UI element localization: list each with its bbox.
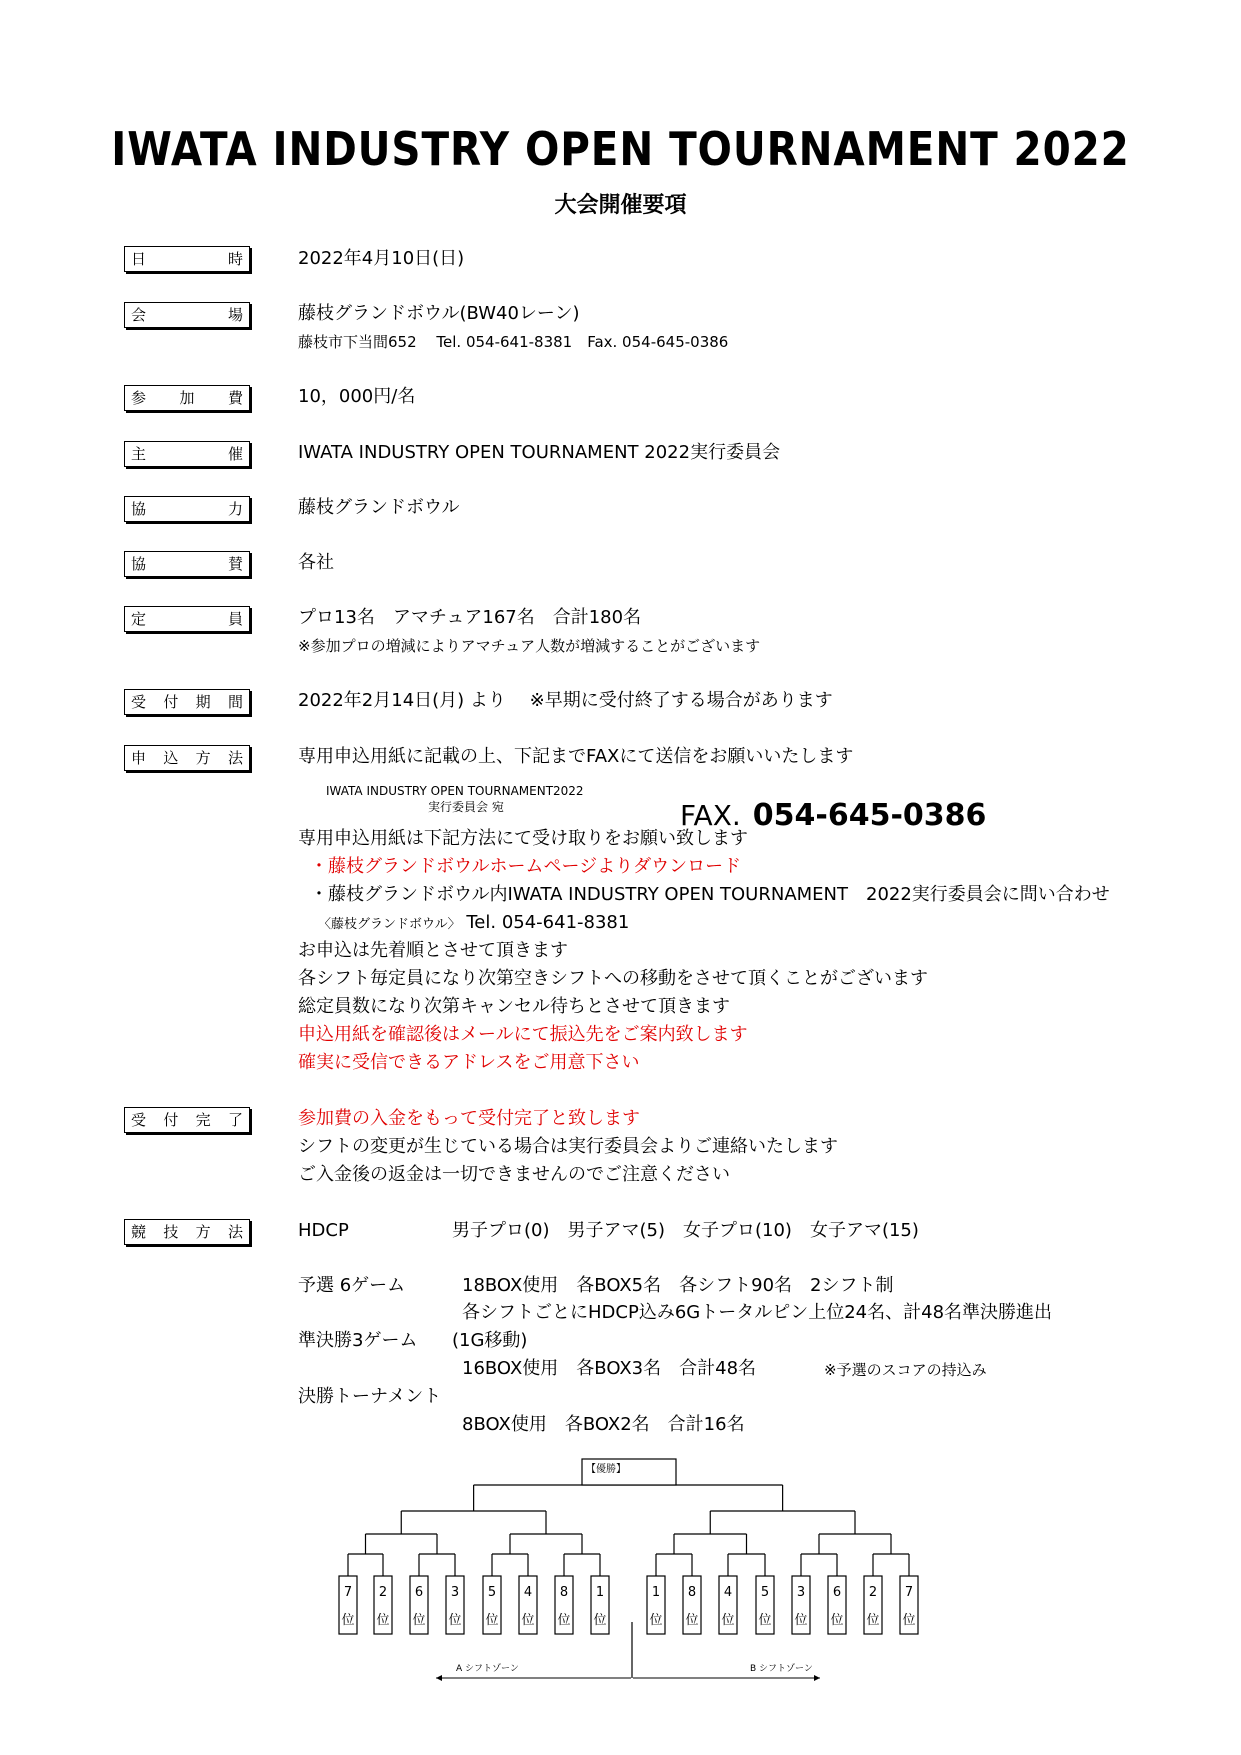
label-apply: 申 込 方 法 [124, 745, 250, 771]
seed-number: 7 [904, 1585, 914, 1600]
seed-rank-suffix: 位 [794, 1613, 808, 1628]
zone-b-label: B シフトゾーン [750, 1664, 813, 1674]
seed-number: 1 [651, 1585, 661, 1600]
semi-label: 準決勝3ゲーム [298, 1330, 418, 1351]
hdcp-value: 男子プロ(0) 男子アマ(5) 女子プロ(10) 女子アマ(15) [452, 1220, 919, 1241]
seed-rank-suffix: 位 [902, 1613, 916, 1628]
label-capacity: 定 員 [124, 606, 250, 632]
fax-number: 054-645-0386 [752, 798, 987, 833]
seed-number: 3 [796, 1585, 806, 1600]
seed-number: 7 [343, 1585, 353, 1600]
complete-line3: ご入金後の返金は一切できませんのでご注意ください [298, 1164, 730, 1185]
apply-line1: 専用申込用紙に記載の上、下記までFAXにて送信をお願いいたします [298, 746, 854, 767]
fax-number-block: FAX. 054-645-0386 [680, 798, 987, 833]
seed-number: 8 [687, 1585, 697, 1600]
seed-number: 6 [414, 1585, 424, 1600]
apply-line2: 専用申込用紙は下記方法にて受け取りをお願い致します [298, 828, 748, 849]
hdcp-label: HDCP [298, 1220, 349, 1241]
seed-number: 5 [487, 1585, 497, 1600]
prelim-value-2: 各シフトごとにHDCP込み6Gトータルピン上位24名、計48名準決勝進出 [462, 1302, 1053, 1323]
venue-address: 藤枝市下当間652 Tel. 054-641-8381 Fax. 054-645-0386 [298, 333, 729, 351]
page-subtitle: 大会開催要項 [554, 193, 687, 218]
seed-rank-suffix: 位 [721, 1613, 735, 1628]
zone-a-label: A シフトゾーン [456, 1664, 519, 1674]
seed-number: 1 [595, 1585, 605, 1600]
prelim-label: 予選 6ゲーム [298, 1275, 406, 1296]
coop-value: 藤枝グランドボウル [298, 497, 460, 518]
seed-number: 5 [760, 1585, 770, 1600]
date-value: 2022年4月10日(日) [298, 248, 465, 269]
winner-label: 【優勝】 [586, 1464, 626, 1475]
venue-value: 藤枝グランドボウル(BW40レーン) [298, 303, 580, 324]
apply-line9: 申込用紙を確認後はメールにて振込先をご案内致します [298, 1024, 748, 1045]
seed-rank-suffix: 位 [485, 1613, 499, 1628]
seed-rank-suffix: 位 [649, 1613, 663, 1628]
apply-line8: 総定員数になり次第キャンセル待ちとさせて頂きます [298, 996, 730, 1017]
capacity-note: ※参加プロの増減によりアマチュア人数が増減することがございます [298, 637, 761, 655]
prelim-value-1: 18BOX使用 各BOX5名 各シフト90名 2シフト制 [462, 1275, 894, 1296]
label-host: 主 催 [124, 441, 250, 467]
seed-rank-suffix: 位 [557, 1613, 571, 1628]
label-sponsor: 協 賛 [124, 551, 250, 577]
sponsor-value: 各社 [298, 552, 334, 573]
apply-line4: ・藤枝グランドボウル内IWATA INDUSTRY OPEN TOURNAMENT 2022実行委員会に問い合わせ [310, 884, 1110, 905]
semi-value: 16BOX使用 各BOX3名 合計48名 [462, 1358, 757, 1379]
apply-line5: 〈藤枝グランドボウル〉 Tel. 054-641-8381 [318, 912, 630, 933]
complete-line1: 参加費の入金をもって受付完了と致します [298, 1108, 640, 1129]
seed-rank-suffix: 位 [758, 1613, 772, 1628]
page-title: IWATA INDUSTRY OPEN TOURNAMENT 2022 [111, 122, 1130, 176]
seed-number: 4 [523, 1585, 533, 1600]
seed-number: 4 [723, 1585, 733, 1600]
period-value: 2022年2月14日(月) より ※早期に受付終了する場合があります [298, 690, 833, 711]
label-date: 日 時 [124, 246, 250, 272]
apply-line7: 各シフト毎定員になり次第空きシフトへの移動をさせて頂くことがございます [298, 968, 928, 989]
final-value: 8BOX使用 各BOX2名 合計16名 [462, 1414, 745, 1435]
seed-rank-suffix: 位 [376, 1613, 390, 1628]
seed-number: 6 [832, 1585, 842, 1600]
label-method: 競 技 方 法 [124, 1219, 250, 1245]
seed-rank-suffix: 位 [593, 1613, 607, 1628]
fee-value: 10，000円/名 [298, 386, 416, 407]
apply-line3: ・藤枝グランドボウルホームページよりダウンロード [310, 856, 742, 877]
seed-rank-suffix: 位 [341, 1613, 355, 1628]
seed-rank-suffix: 位 [521, 1613, 535, 1628]
seed-rank-suffix: 位 [412, 1613, 426, 1628]
seed-number: 8 [559, 1585, 569, 1600]
label-period: 受 付 期 間 [124, 689, 250, 715]
label-complete: 受 付 完 了 [124, 1107, 250, 1133]
apply-line10: 確実に受信できるアドレスをご用意下さい [298, 1052, 640, 1073]
fax-recipient-2: 実行委員会 宛 [428, 800, 504, 814]
semi-note-2: ※予選のスコアの持込み [824, 1361, 987, 1379]
seed-rank-suffix: 位 [685, 1613, 699, 1628]
seed-rank-suffix: 位 [866, 1613, 880, 1628]
complete-line2: シフトの変更が生じている場合は実行委員会よりご連絡いたします [298, 1136, 838, 1157]
capacity-value: プロ13名 アマチュア167名 合計180名 [298, 607, 642, 628]
seed-rank-suffix: 位 [830, 1613, 844, 1628]
seed-number: 2 [378, 1585, 388, 1600]
host-value: IWATA INDUSTRY OPEN TOURNAMENT 2022実行委員会 [298, 442, 781, 463]
label-venue: 会 場 [124, 302, 250, 328]
label-fee: 参 加 費 [124, 385, 250, 411]
final-label: 決勝トーナメント [298, 1386, 442, 1407]
semi-note: (1G移動) [452, 1330, 528, 1351]
fax-recipient-1: IWATA INDUSTRY OPEN TOURNAMENT2022 [326, 784, 584, 798]
seed-number: 2 [868, 1585, 878, 1600]
seed-number: 3 [450, 1585, 460, 1600]
label-coop: 協 力 [124, 496, 250, 522]
seed-rank-suffix: 位 [448, 1613, 462, 1628]
apply-line6: お申込は先着順とさせて頂きます [298, 940, 568, 961]
